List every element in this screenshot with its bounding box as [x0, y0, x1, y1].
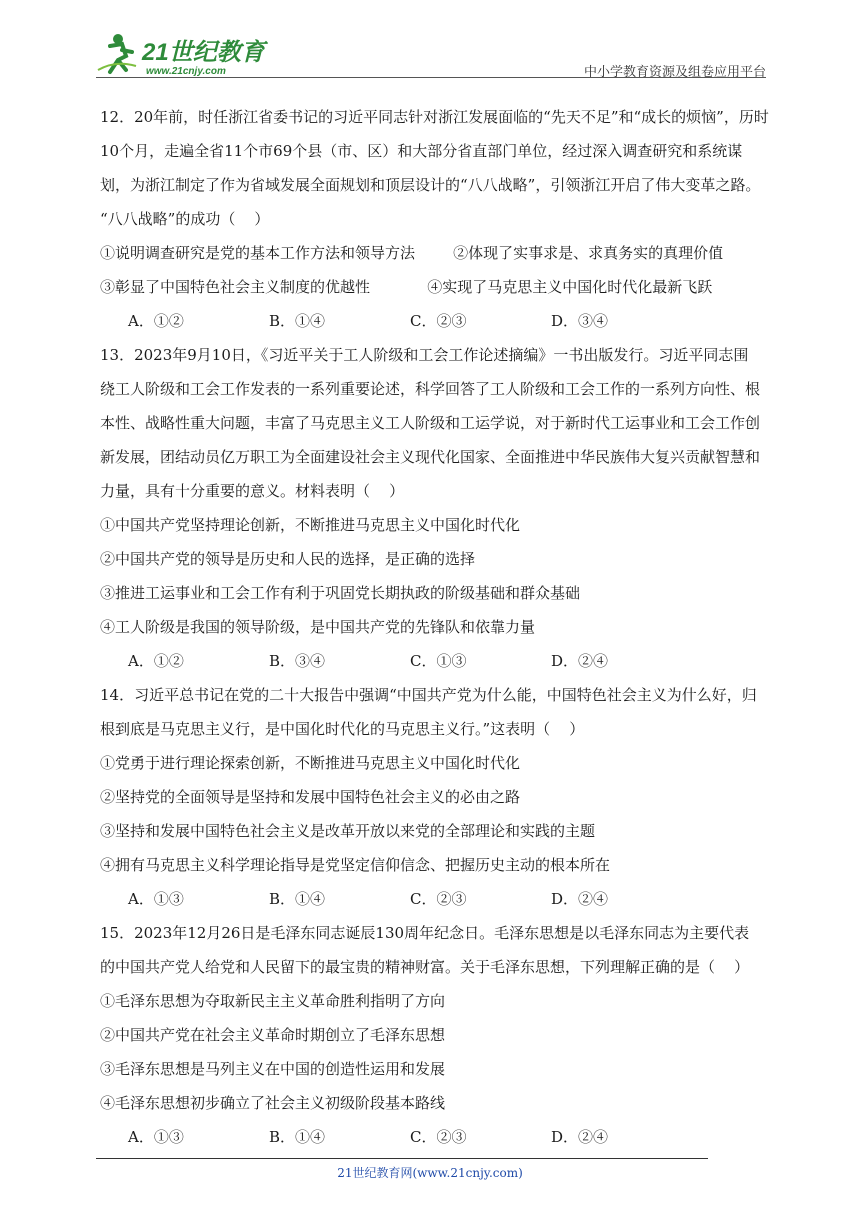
answer-option[interactable]: D．③④: [551, 312, 609, 330]
question-line: 10个月，走遍全省11个市69个县（市、区）和大部分省直部门单位，经过深入调查研究和系统谋: [100, 142, 743, 160]
question-line: 力量，具有十分重要的意义。材料表明（ ）: [100, 482, 405, 500]
answer-option[interactable]: A．①②: [128, 652, 184, 670]
header-divider: [96, 77, 766, 78]
answer-options: [100, 1120, 770, 1154]
question-list: [100, 100, 770, 1154]
platform-name: 中小学教育资源及组卷应用平台: [583, 65, 766, 80]
question-line: ③毛泽东思想是马列主义在中国的创造性运用和发展: [100, 1060, 446, 1078]
question-line: ③彰显了中国特色社会主义制度的优越性 ④实现了马克思主义中国化时代化最新飞跃: [100, 278, 713, 296]
question-line: 13．2023年9月10日，《习近平关于工人阶级和工会工作论述摘编》一书出版发行。习近平同志围: [100, 346, 749, 364]
question-line: ②中国共产党在社会主义革命时期创立了毛泽东思想: [100, 1026, 446, 1044]
question-line: 12．20年前，时任浙江省委书记的习近平同志针对浙江发展面临的“先天不足”和“成长的烦恼”，历时: [100, 108, 769, 126]
question-line: 本性、战略性重大问题，丰富了马克思主义工人阶级和工运学说，对于新时代工运事业和工会工作创: [100, 414, 761, 432]
logo-21cnjy: [96, 30, 296, 78]
question-line: ③推进工运事业和工会工作有利于巩固党长期执政的阶级基础和群众基础: [100, 584, 581, 602]
answer-option[interactable]: B．①④: [269, 890, 326, 908]
question-line: ①毛泽东思想为夺取新民主主义革命胜利指明了方向: [100, 992, 446, 1010]
footer-divider: [96, 1158, 708, 1159]
svg-text:www.21cnjy.com: www.21cnjy.com: [146, 66, 226, 77]
answer-option[interactable]: B．③④: [269, 652, 326, 670]
question-line: 15．2023年12月26日是毛泽东同志诞辰130周年纪念日。毛泽东思想是以毛泽东同志为主要代表: [100, 924, 750, 942]
question-line: ②中国共产党的领导是历史和人民的选择，是正确的选择: [100, 550, 476, 568]
answer-option[interactable]: D．②④: [551, 1128, 609, 1146]
question-line: 划，为浙江制定了作为省域发展全面规划和顶层设计的“八八战略”，引领浙江开启了伟大变革之路。: [100, 176, 761, 194]
answer-options: [100, 882, 770, 916]
question-block: [100, 100, 770, 338]
svg-text:21世纪教育: 21世纪教育: [142, 39, 265, 66]
footer-link[interactable]: 21世纪教育网(www.21cnjy.com): [337, 1166, 523, 1180]
answer-option[interactable]: C．①③: [410, 652, 467, 670]
question-line: 14．习近平总书记在党的二十大报告中强调“中国共产党为什么能，中国特色社会主义为什么好，归: [100, 686, 757, 704]
question-line: ④工人阶级是我国的领导阶级，是中国共产党的先锋队和依靠力量: [100, 618, 536, 636]
question-block: [100, 916, 770, 1154]
answer-option[interactable]: C．②③: [410, 1128, 467, 1146]
question-block: [100, 338, 770, 678]
page-header: [96, 30, 766, 80]
question-line: ③坚持和发展中国特色社会主义是改革开放以来党的全部理论和实践的主题: [100, 822, 596, 840]
question-line: ①党勇于进行理论探索创新，不断推进马克思主义中国化时代化: [100, 754, 521, 772]
question-line: 的中国共产党人给党和人民留下的最宝贵的精神财富。关于毛泽东思想，下列理解正确的是（ ）: [100, 958, 750, 976]
answer-option[interactable]: A．①③: [128, 890, 184, 908]
answer-option[interactable]: A．①②: [128, 312, 184, 330]
answer-option[interactable]: C．②③: [410, 312, 467, 330]
question-line: “八八战略”的成功（ ）: [100, 210, 270, 228]
question-line: 新发展，团结动员亿万职工为全面建设社会主义现代化国家、全面推进中华民族伟大复兴贡献智慧和: [100, 448, 761, 466]
answer-options: [100, 644, 770, 678]
answer-option[interactable]: D．②④: [551, 652, 609, 670]
question-line: 根到底是马克思主义行，是中国化时代化的马克思主义行。”这表明（ ）: [100, 720, 585, 738]
answer-option[interactable]: A．①③: [128, 1128, 184, 1146]
answer-option[interactable]: C．②③: [410, 890, 467, 908]
question-line: ④拥有马克思主义科学理论指导是党坚定信仰信念、把握历史主动的根本所在: [100, 856, 611, 874]
question-block: [100, 678, 770, 916]
answer-option[interactable]: B．①④: [269, 312, 326, 330]
question-line: ①中国共产党坚持理论创新，不断推进马克思主义中国化时代化: [100, 516, 521, 534]
answer-options: [100, 304, 770, 338]
answer-option[interactable]: B．①④: [269, 1128, 326, 1146]
question-line: ①说明调查研究是党的基本工作方法和领导方法 ②体现了实事求是、求真务实的真理价值: [100, 244, 724, 262]
question-line: ②坚持党的全面领导是坚持和发展中国特色社会主义的必由之路: [100, 788, 521, 806]
question-line: 绕工人阶级和工会工作发表的一系列重要论述，科学回答了工人阶级和工会工作的一系列方向性、根: [100, 380, 761, 398]
answer-option[interactable]: D．②④: [551, 890, 609, 908]
question-line: ④毛泽东思想初步确立了社会主义初级阶段基本路线: [100, 1094, 446, 1112]
